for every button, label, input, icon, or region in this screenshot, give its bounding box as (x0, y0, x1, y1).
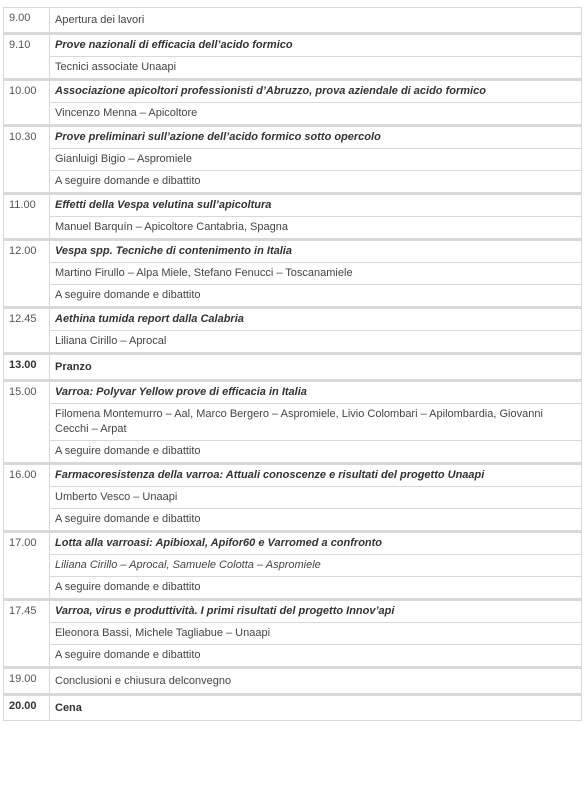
table-row (4, 57, 582, 80)
session-time: 10.30 (4, 127, 50, 194)
table-row (4, 577, 582, 600)
session-time: 17.45 (4, 601, 50, 668)
session-title (50, 601, 582, 623)
session-text: Manuel Barquín – Apicoltore Cantabria, Spagna (55, 221, 288, 233)
session-text: A seguire domande e dibattito (55, 649, 201, 661)
table-row (4, 331, 582, 354)
session-time: 12.00 (4, 241, 50, 308)
session-text: Varroa, virus e produttività. I primi risultati del progetto Innov’api (55, 605, 395, 617)
table-row (4, 127, 582, 149)
session-time: 12.45 (4, 309, 50, 354)
session-time: 15.00 (4, 382, 50, 464)
table-row (4, 601, 582, 623)
session-text: A seguire domande e dibattito (55, 445, 201, 457)
table-row (4, 465, 582, 487)
session-text: Filomena Montemurro – Aal, Marco Bergero – Aspromiele, Livio Colombari – Apilombardia, Giovanni Cecchi – Arpat (55, 408, 543, 435)
session-text: Vespa spp. Tecniche di contenimento in Italia (55, 245, 292, 257)
session-text: Lotta alla varroasi: Apibioxal, Apifor60 e Varromed a confronto (55, 537, 383, 549)
session-text: Conclusioni e chiusura delconvegno (55, 674, 232, 687)
table-row (4, 149, 582, 171)
session-title (50, 669, 582, 695)
session-text: Liliana Cirillo – Aprocal, Samuele Colotta – Aspromiele (55, 559, 321, 571)
session-title (50, 81, 582, 103)
session-text: Pranzo (55, 360, 92, 373)
session-detail (50, 285, 582, 308)
table-row (4, 241, 582, 263)
session-text: Associazione apicoltori professionisti d’Abruzzo, prova aziendale di acido formico (55, 85, 486, 97)
table-row (4, 217, 582, 240)
session-text: Vincenzo Menna – Apicoltore (55, 107, 198, 119)
session-text: Prove nazionali di efficacia dell’acido formico (55, 39, 293, 51)
session-detail (50, 623, 582, 645)
table-row (4, 103, 582, 126)
session-time: 11.00 (4, 195, 50, 240)
session-detail (50, 57, 582, 80)
session-time: 16.00 (4, 465, 50, 532)
session-time: 17.00 (4, 533, 50, 600)
session-text: Effetti della Vespa velutina sull’apicoltura (55, 199, 272, 211)
session-detail (50, 645, 582, 668)
session-title (50, 355, 582, 381)
table-row (4, 309, 582, 331)
table-row (4, 285, 582, 308)
table-row (4, 509, 582, 532)
session-text: Farmacoresistenza della varroa: Attuali conoscenze e risultati del progetto Unaapi (55, 469, 485, 481)
session-time: 9.10 (4, 35, 50, 80)
session-detail (50, 331, 582, 354)
table-row (4, 441, 582, 464)
table-row (4, 195, 582, 217)
session-text: Cena (55, 701, 82, 714)
session-title (50, 309, 582, 331)
table-row (4, 404, 582, 441)
session-detail (50, 103, 582, 126)
session-detail (50, 217, 582, 240)
program-body (4, 8, 582, 721)
table-row (4, 696, 582, 721)
session-text: Apertura dei lavori (55, 13, 145, 26)
session-title (50, 696, 582, 721)
table-row (4, 669, 582, 695)
table-row (4, 623, 582, 645)
session-title (50, 465, 582, 487)
table-row (4, 8, 582, 34)
program-table (3, 7, 582, 721)
session-text: Varroa: Polyvar Yellow prove di efficacia in Italia (55, 386, 307, 398)
session-detail (50, 509, 582, 532)
session-text: A seguire domande e dibattito (55, 513, 201, 525)
session-title (50, 382, 582, 404)
table-row (4, 533, 582, 555)
session-detail (50, 441, 582, 464)
session-detail (50, 263, 582, 285)
session-title (50, 533, 582, 555)
session-detail (50, 487, 582, 509)
session-title (50, 195, 582, 217)
session-detail (50, 171, 582, 194)
session-text: Liliana Cirillo – Aprocal (55, 335, 167, 347)
table-row (4, 355, 582, 381)
table-row (4, 645, 582, 668)
session-detail (50, 577, 582, 600)
session-text: Eleonora Bassi, Michele Tagliabue – Unaapi (55, 627, 271, 639)
table-row (4, 487, 582, 509)
session-title (50, 241, 582, 263)
session-text: Umberto Vesco – Unaapi (55, 491, 178, 503)
session-text: A seguire domande e dibattito (55, 581, 201, 593)
table-row (4, 171, 582, 194)
session-time: 13.00 (4, 355, 50, 381)
session-detail (50, 555, 582, 577)
session-text: Gianluigi Bigio – Aspromiele (55, 153, 192, 165)
session-text: A seguire domande e dibattito (55, 289, 201, 301)
table-row (4, 263, 582, 285)
table-row (4, 555, 582, 577)
table-row (4, 35, 582, 57)
session-title (50, 35, 582, 57)
session-time: 20.00 (4, 696, 50, 721)
session-title (50, 127, 582, 149)
session-title (50, 8, 582, 34)
session-time: 10.00 (4, 81, 50, 126)
session-text: Aethina tumida report dalla Calabria (55, 313, 244, 325)
session-text: Tecnici associate Unaapi (55, 61, 177, 73)
session-time: 19.00 (4, 669, 50, 695)
session-detail (50, 404, 582, 441)
session-text: Martino Firullo – Alpa Miele, Stefano Fenucci – Toscanamiele (55, 267, 353, 279)
session-text: Prove preliminari sull’azione dell’acido formico sotto opercolo (55, 131, 381, 143)
table-row (4, 81, 582, 103)
session-detail (50, 149, 582, 171)
session-text: A seguire domande e dibattito (55, 175, 201, 187)
session-time: 9.00 (4, 8, 50, 34)
table-row (4, 382, 582, 404)
